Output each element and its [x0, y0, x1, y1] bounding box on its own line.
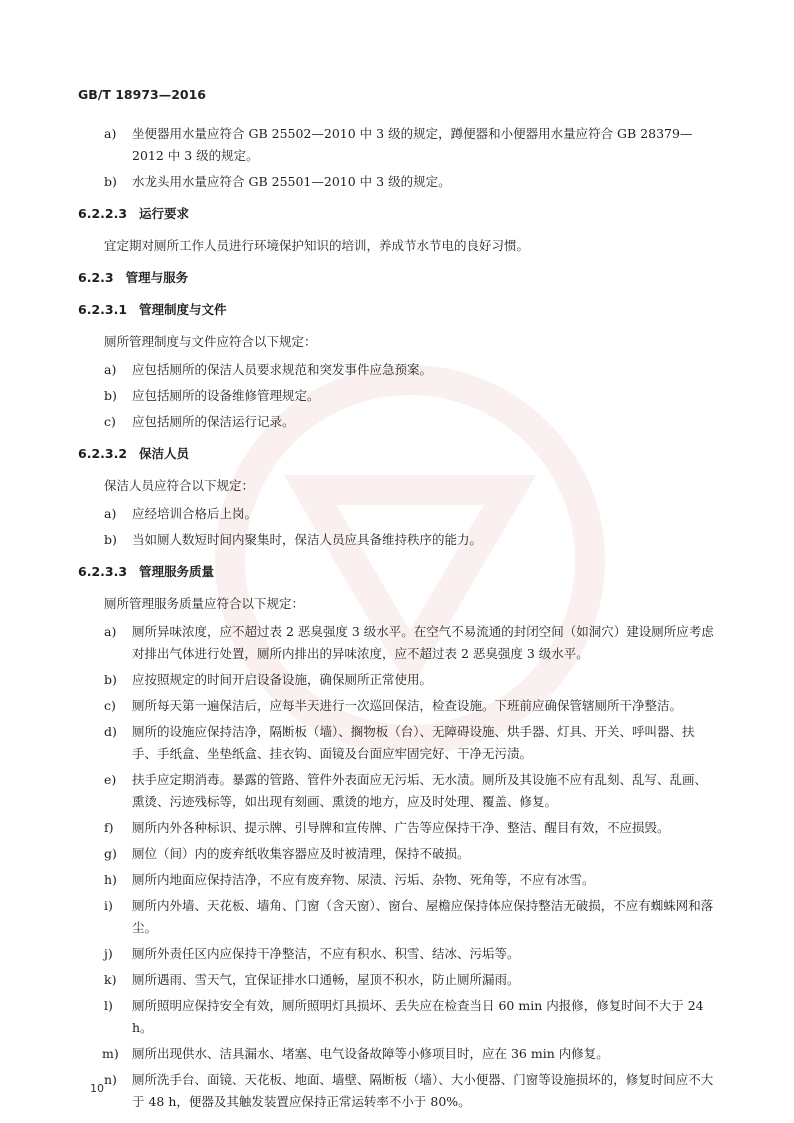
section-number: 6.2.2.3 [78, 206, 128, 221]
item-marker: h) [104, 872, 117, 887]
item-text: 厕所外责任区内应保持干净整洁，不应有积水、积雪、结冰、污垢等。 [132, 946, 520, 961]
main-content [78, 123, 718, 1117]
item-marker: a) [104, 126, 117, 141]
item-marker: k) [104, 972, 117, 987]
section-heading-6-2-2-3 [78, 203, 718, 225]
section-title: 运行要求 [139, 206, 190, 221]
list-item [78, 503, 718, 525]
item-marker: a) [104, 506, 117, 521]
paragraph: 保洁人员应符合以下规定： [104, 478, 255, 493]
item-marker: n) [104, 1072, 117, 1087]
list-item [78, 411, 718, 433]
list-item [78, 969, 718, 991]
section-title: 管理服务质量 [139, 564, 215, 579]
item-text: 应经培训合格后上岗。 [132, 506, 258, 521]
item-marker: b) [104, 672, 117, 687]
section-heading-6-2-3-3 [78, 561, 718, 583]
item-marker: g) [104, 846, 117, 861]
section-title: 管理与服务 [125, 270, 189, 285]
item-text: 水龙头用水量应符合 GB 25501—2010 中 3 级的规定。 [132, 174, 451, 189]
list-item [78, 943, 718, 965]
item-text: 厕所的设施应保持洁净，隔断板（墙）、搁物板（台）、无障碍设施、烘手器、灯具、开关、呼叫器、扶手、手纸盒、坐垫纸盒、挂衣钩、面镜及台面应牢固完好、干净无污渍。 [132, 724, 695, 761]
item-text: 扶手应定期消毒。暴露的管路、管件外表面应无污垢、无水渍。厕所及其设施不应有乱刻、乱写、乱画、熏烫、污迹残标等，如出现有刻画、熏烫的地方，应及时处理、覆盖、修复。 [132, 772, 708, 809]
list-item [78, 869, 718, 891]
item-marker: e) [104, 772, 117, 787]
list-item [78, 1069, 718, 1113]
item-marker: c) [104, 414, 116, 429]
item-marker: d) [104, 724, 117, 739]
list-item [78, 385, 718, 407]
item-text: 应包括厕所的保洁运行记录。 [132, 414, 295, 429]
section-title: 保洁人员 [139, 446, 190, 461]
item-marker: l) [104, 998, 113, 1013]
list-item [78, 769, 718, 813]
section-number: 6.2.3 [78, 270, 114, 285]
item-text: 厕所照明应保持安全有效，厕所照明灯具损坏、丢失应在检查当日 60 min 内报修，修复时间不大于 24 h。 [132, 998, 704, 1035]
standard-code: GB/T 18973—2016 [78, 87, 207, 102]
item-text: 厕所内地面应保持洁净，不应有废弃物、尿渍、污垢、杂物、死角等，不应有冰雪。 [132, 872, 595, 887]
list-item [78, 171, 718, 193]
paragraph: 宜定期对厕所工作人员进行环境保护知识的培训，养成节水节电的良好习惯。 [104, 238, 530, 253]
list-item [78, 721, 718, 765]
item-text: 厕所内外墙、天花板、墙角、门窗（含天窗）、窗台、屋檐应保持体应保持整洁无破损，不应有蜘蛛网和落尘。 [132, 898, 714, 935]
list-item [78, 529, 718, 551]
item-text: 厕所遇雨、雪天气，宜保证排水口通畅，屋顶不积水，防止厕所漏雨。 [132, 972, 520, 987]
item-text: 应包括厕所的设备维修管理规定。 [132, 388, 320, 403]
list-item [78, 669, 718, 691]
item-text: 当如厕人数短时间内聚集时，保洁人员应具备维持秩序的能力。 [132, 532, 483, 547]
item-text: 应包括厕所的保洁人员要求规范和突发事件应急预案。 [132, 362, 433, 377]
list-item [78, 1043, 718, 1065]
list-item [78, 621, 718, 665]
item-marker: a) [104, 624, 117, 639]
item-text: 厕所内外各种标识、提示牌、引导牌和宣传牌、广告等应保持干净、整洁、醒目有效，不应损毁。 [132, 820, 670, 835]
list-item [78, 995, 718, 1039]
paragraph: 厕所管理制度与文件应符合以下规定： [104, 334, 317, 349]
item-marker: b) [104, 174, 117, 189]
item-marker: j) [104, 946, 113, 961]
item-marker: m) [102, 1046, 119, 1061]
paragraph: 厕所管理服务质量应符合以下规定： [104, 596, 305, 611]
list-item [78, 895, 718, 939]
item-text: 厕所每天第一遍保洁后，应每半天进行一次巡回保洁，检查设施。下班前应确保管辖厕所干净整洁。 [132, 698, 683, 713]
item-marker: i) [104, 898, 113, 913]
section-heading-6-2-3-1 [78, 299, 718, 321]
item-text: 应按照规定的时间开启设备设施，确保厕所正常使用。 [132, 672, 433, 687]
list-item [78, 817, 718, 839]
list-item [78, 359, 718, 381]
item-marker: b) [104, 388, 117, 403]
item-marker: c) [104, 698, 116, 713]
item-marker: b) [104, 532, 117, 547]
section-number: 6.2.3.3 [78, 564, 128, 579]
item-text: 坐便器用水量应符合 GB 25502—2010 中 3 级的规定，蹲便器和小便器用水量应符合 GB 28379—2012 中 3 级的规定。 [132, 126, 693, 163]
item-text: 厕位（间）内的废弃纸收集容器应及时被清理，保持不破损。 [132, 846, 470, 861]
section-title: 管理制度与文件 [139, 302, 227, 317]
list-item [78, 843, 718, 865]
item-marker: a) [104, 362, 117, 377]
item-text: 厕所异味浓度，应不超过表 2 恶臭强度 3 级水平。在空气不易流通的封闭空间（如洞穴）建设厕所应考虑对排出气体进行处置，厕所内排出的异味浓度，应不超过表 2 恶臭强度 3 级水平。 [132, 624, 714, 661]
page-number: 10 [90, 1082, 104, 1095]
item-text: 厕所洗手台、面镜、天花板、地面、墙壁、隔断板（墙）、大小便器、门窗等设施损坏的，修复时间应不大于 48 h，便器及其触发装置应保持正常运转率不小于 80%。 [132, 1072, 714, 1109]
section-heading-6-2-3 [78, 267, 718, 289]
section-heading-6-2-3-2 [78, 443, 718, 465]
section-number: 6.2.3.1 [78, 302, 128, 317]
section-number: 6.2.3.2 [78, 446, 128, 461]
item-marker: f) [104, 820, 114, 835]
list-item [78, 123, 718, 167]
list-item [78, 695, 718, 717]
item-text: 厕所出现供水、洁具漏水、堵塞、电气设备故障等小修项目时，应在 36 min 内修复。 [132, 1046, 609, 1061]
